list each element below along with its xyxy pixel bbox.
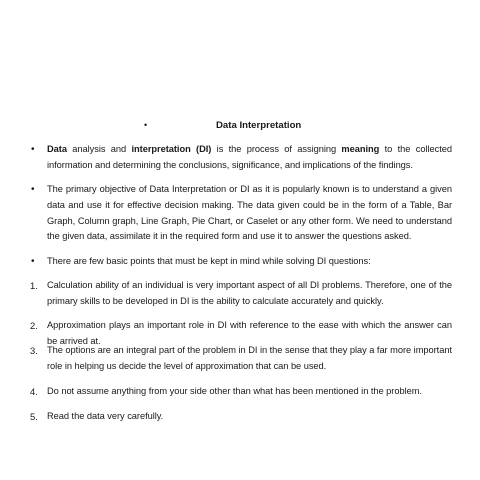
bold-term-data: Data [47,144,67,154]
list-item-text: The options are an integral part of the problem in DI in the sense that they play a far more important role in helping us decide the level of approximation that can be used. [47,345,452,371]
list-number: 2. [30,320,38,331]
list-item-text: Approximation plays an important role in DI with reference to the ease with which the answer can be arrived at. [47,320,452,346]
text-run: is the process of assigning [211,144,342,154]
bold-term-meaning: meaning [341,144,380,154]
bold-term-interpretation: interpretation (DI) [131,144,212,154]
paragraph-text [47,142,452,174]
heading-bullet: • [144,120,148,130]
heading-row [0,119,480,133]
text-run: to the collected information and determining the conclusions, significance, and implications of the findings. [47,144,452,170]
list-number: 5. [30,411,38,422]
paragraph-text: There are few basic points that must be kept in mind while solving DI questions: [47,256,371,266]
paragraph-text: The primary objective of Data Interpretation or DI as it is popularly known is to understand a given data and use it for effective decision making. The data given could be in the form of a Table, Bar Graph, Column graph, Line Graph, Pie Chart, or Caselet or any other form. We need to understand the given data, assimilate it in the required form and use it to answer the questions asked. [47,184,452,242]
bullet-marker: • [31,144,35,155]
list-number: 4. [30,386,38,397]
list-number: 1. [30,280,38,291]
text-run: analysis and [66,144,132,154]
list-item-text: Do not assume anything from your side other than what has been mentioned in the problem. [47,386,422,396]
list-number: 3. [30,345,38,356]
bullet-marker: • [31,256,35,267]
list-item-text: Read the data very carefully. [47,411,164,421]
list-item-text: Calculation ability of an individual is very important aspect of all DI problems. Therefore, one of the primary skills to be developed in DI is the ability to calculate accurately and quickly. [47,280,452,306]
page-title: Data Interpretation [216,120,302,131]
bullet-marker: • [31,184,35,195]
